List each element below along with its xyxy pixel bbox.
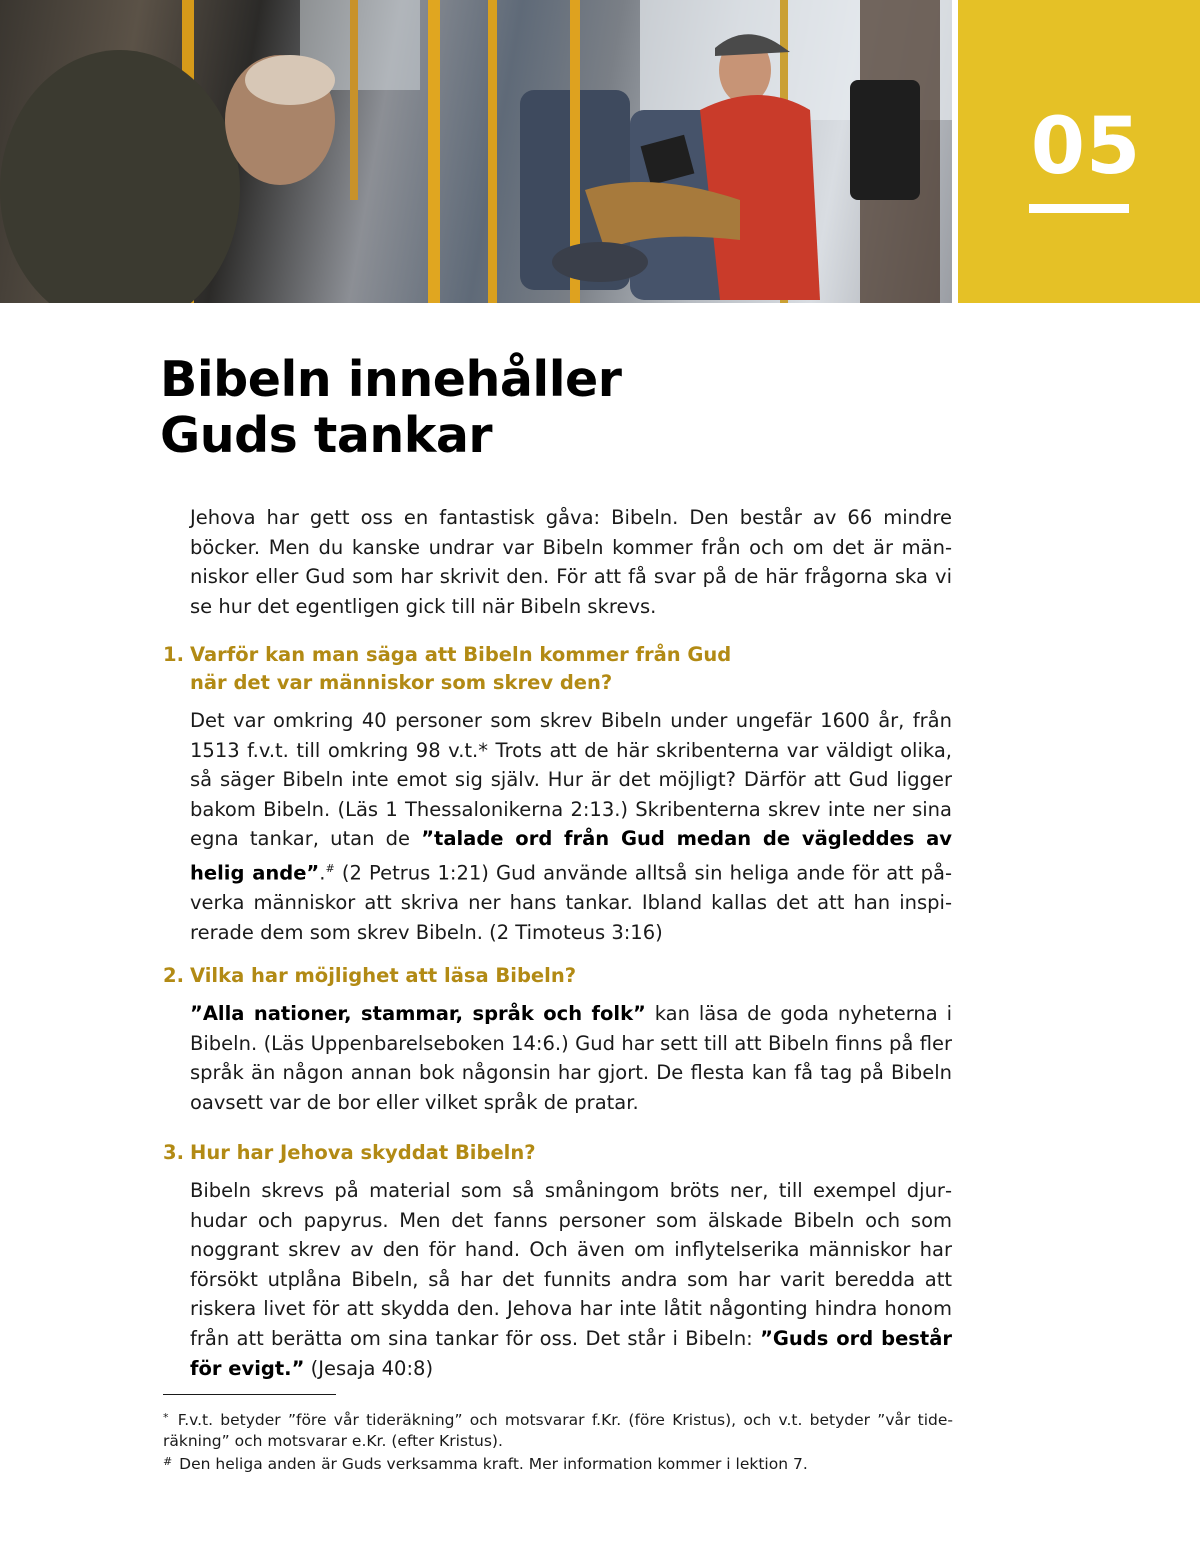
footnote-2 bbox=[163, 1451, 953, 1475]
question-1 bbox=[163, 641, 863, 697]
question-1-line-1: Varför kan man säga att Bibeln kommer från Gud bbox=[190, 643, 732, 666]
answer-2-text: kan läsa de goda nyheterna i Bibeln. (Läs Uppenbarelseboken 14:6.) Gud har sett till att Bibeln finns på fler språk än någon annan bok någonsin har gjort. De flesta kan få tag på Bibeln oavsett var de bor eller vilket språk de pratar. bbox=[190, 1002, 952, 1114]
question-2-text: Vilka har möjlighet att läsa Bibeln? bbox=[190, 964, 577, 987]
page-title bbox=[160, 352, 860, 464]
lesson-number: 05 bbox=[1030, 102, 1142, 192]
answer-3-paragraph bbox=[190, 1176, 952, 1383]
footnote-1-text: F.v.t. betyder ”före vår tideräkning” och motsvarar f.Kr. (före Kristus), och v.t. betyder ”vår tideräkning” och motsvarar e.Kr. (efter Kristus). bbox=[163, 1411, 953, 1450]
answer-2-quote: ”Alla nationer, stammar, språk och folk” bbox=[190, 1002, 646, 1025]
intro-paragraph: Jehova har gett oss en fantastisk gåva: Bibeln. Den består av 66 mindre böcker. Men du kanske undrar var Bibeln kommer från och om det är människor eller Gud som har skrivit den. För att få svar på de här frågorna ska vi se hur det egentligen gick till när Bibeln skrevs. bbox=[190, 506, 952, 618]
question-1-line-2: när det var människor som skrev den? bbox=[190, 671, 613, 694]
answer-3-quote: ”Guds ord består för evigt.” bbox=[190, 1326, 952, 1380]
answer-2-paragraph bbox=[190, 999, 952, 1117]
footnote-divider bbox=[163, 1394, 336, 1395]
footnote-1-mark: * bbox=[163, 1411, 169, 1424]
answer-1-quote: ”talade ord från Gud medan de vägleddes av helig ande” bbox=[190, 827, 953, 885]
answer-1-text-b: . bbox=[319, 861, 326, 885]
footnote-2-text: Den heliga anden är Guds verksamma kraft. Mer information kommer i lektion 7. bbox=[179, 1455, 808, 1473]
footnote-mark-hash: # bbox=[325, 861, 335, 875]
question-2 bbox=[163, 962, 863, 990]
answer-1-text-c: (2 Petrus 1:21) Gud använde alltså sin heliga ande för att påverka människor att skriva ner hans tankar. Ibland kallas det att han inspirerade dem som skrev Bibeln. (2 Timoteus 3:16) bbox=[190, 861, 952, 944]
question-1-number: 1. bbox=[163, 643, 184, 666]
lesson-number-underline bbox=[1029, 204, 1129, 213]
question-3-text: Hur har Jehova skyddat Bibeln? bbox=[190, 1141, 536, 1164]
answer-3-text-a: Bibeln skrevs på material som så småningom bröts ner, till exempel djurhudar och papyrus. Men det fanns personer som älskade Bibeln och som noggrant skrev av den för hand. Och även om inflytelserika människor har försökt utplåna Bibeln, så har det funnits andra som har varit beredda att riskera livet för att skydda den. Jehova har inte låtit någonting hindra honom från att berätta om sina tankar för oss. Det står i Bibeln: bbox=[190, 1179, 952, 1350]
answer-3-text-b: (Jesaja 40:8) bbox=[304, 1356, 434, 1380]
hero-photo bbox=[0, 0, 952, 303]
question-2-number: 2. bbox=[163, 964, 184, 987]
answer-1-paragraph bbox=[190, 706, 952, 947]
page-title-line-1: Bibeln innehåller bbox=[160, 351, 622, 408]
hero-photo-illustration bbox=[0, 0, 952, 303]
page-title-line-2: Guds tankar bbox=[160, 407, 493, 464]
question-3-number: 3. bbox=[163, 1141, 184, 1164]
question-3 bbox=[163, 1139, 863, 1167]
footnote-2-mark: # bbox=[163, 1455, 173, 1468]
lesson-badge bbox=[958, 0, 1200, 303]
footnote-1 bbox=[163, 1407, 953, 1452]
answer-1-text-a: Det var omkring 40 personer som skrev Bibeln under ungefär 1600 år, från 1513 f.v.t. till omkring 98 v.t.* Trots att de här skribenterna var väldigt olika, så säger Bibeln inte emot sig själv. Hur är det möjligt? Därför att Gud ligger bakom Bibeln. (Läs 1 Thessalonikerna 2:13.) Skribenterna skrev inte ner sina egna tankar, utan de bbox=[190, 709, 952, 851]
